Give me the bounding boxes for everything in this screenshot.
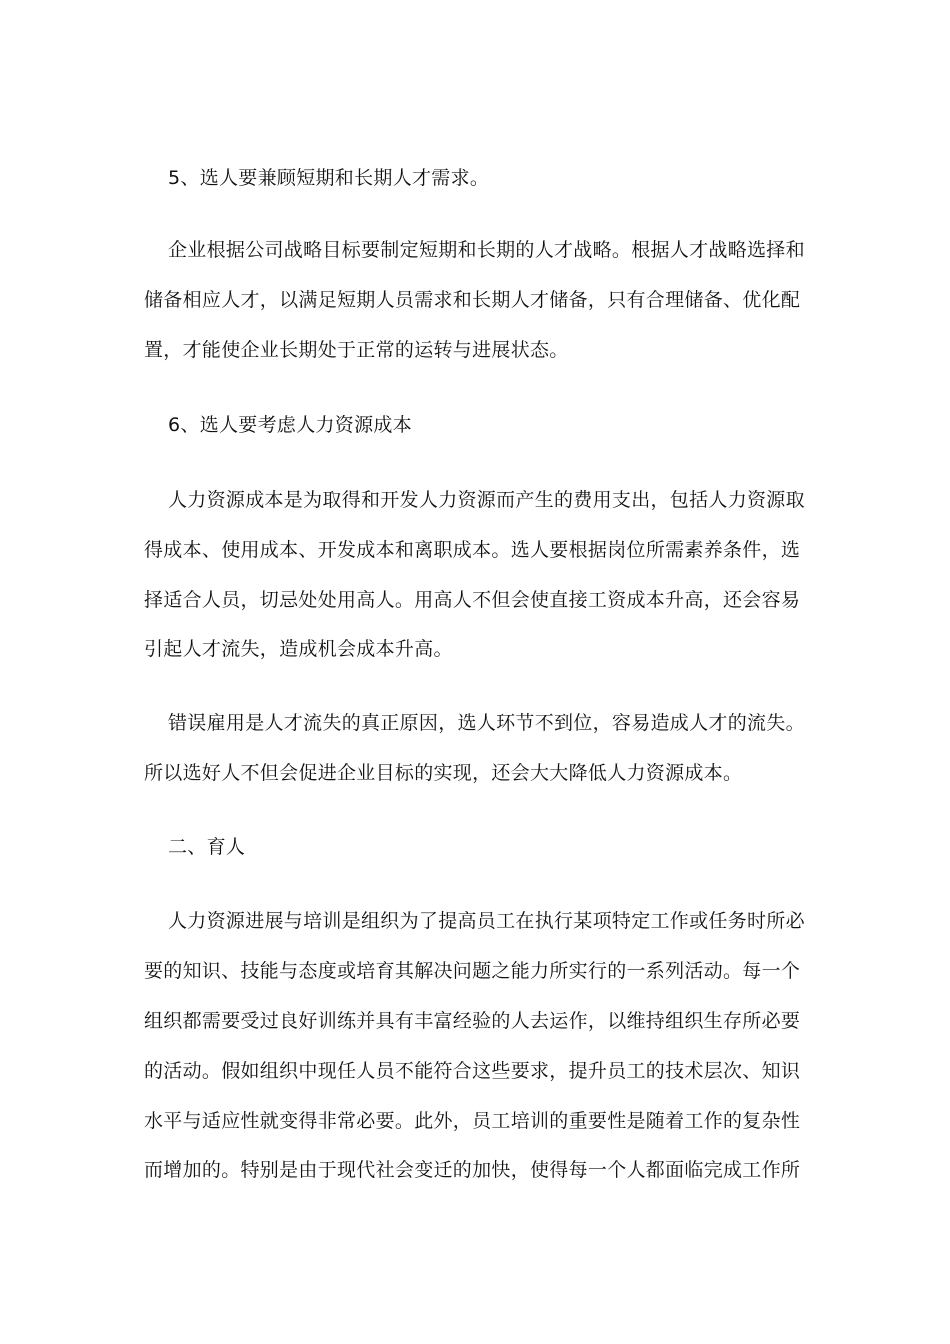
paragraph-line: 人力资源进展与培训是组织为了提高员工在执行某项特定工作或任务时所必	[168, 910, 805, 932]
paragraph-line: 择适合人员，切忌处处用高人。用高人不但会使直接工资成本升高，还会容易	[144, 589, 801, 611]
paragraph-line: 要的知识、技能与态度或培育其解决问题之能力所实行的一系列活动。每一个	[144, 960, 801, 982]
paragraph-line: 组织都需要受过良好训练并具有丰富经验的人去运作，以维持组织生存所必要	[144, 1010, 801, 1032]
paragraph-line: 错误雇用是人才流失的真正原因，选人环节不到位，容易造成人才的流失。	[168, 712, 805, 734]
section-heading-6: 6、选人要考虑人力资源成本	[168, 414, 412, 436]
paragraph-line: 人力资源成本是为取得和开发人力资源而产生的费用支出，包括人力资源取	[168, 489, 805, 511]
section-heading-yuren: 二、育人	[168, 836, 246, 858]
paragraph-line: 得成本、使用成本、开发成本和离职成本。选人要根据岗位所需素养条件，选	[144, 539, 801, 561]
paragraph-line: 置，才能使企业长期处于正常的运转与进展状态。	[144, 339, 569, 361]
paragraph-line: 水平与适应性就变得非常必要。此外，员工培训的重要性是随着工作的复杂性	[144, 1110, 801, 1132]
paragraph-line: 的活动。假如组织中现任人员不能符合这些要求，提升员工的技术层次、知识	[144, 1060, 801, 1082]
paragraph-line: 引起人才流失，造成机会成本升高。	[144, 638, 453, 660]
section-heading-5: 5、选人要兼顾短期和长期人才需求。	[168, 167, 490, 189]
paragraph-line: 而增加的。特别是由于现代社会变迁的加快，使得每一个人都面临完成工作所	[144, 1159, 801, 1181]
paragraph-line: 企业根据公司战略目标要制定短期和长期的人才战略。根据人才战略选择和	[168, 239, 805, 261]
paragraph-line: 储备相应人才，以满足短期人员需求和长期人才储备，只有合理储备、优化配	[144, 289, 801, 311]
paragraph-line: 所以选好人不但会促进企业目标的实现，还会大大降低人力资源成本。	[144, 762, 743, 784]
